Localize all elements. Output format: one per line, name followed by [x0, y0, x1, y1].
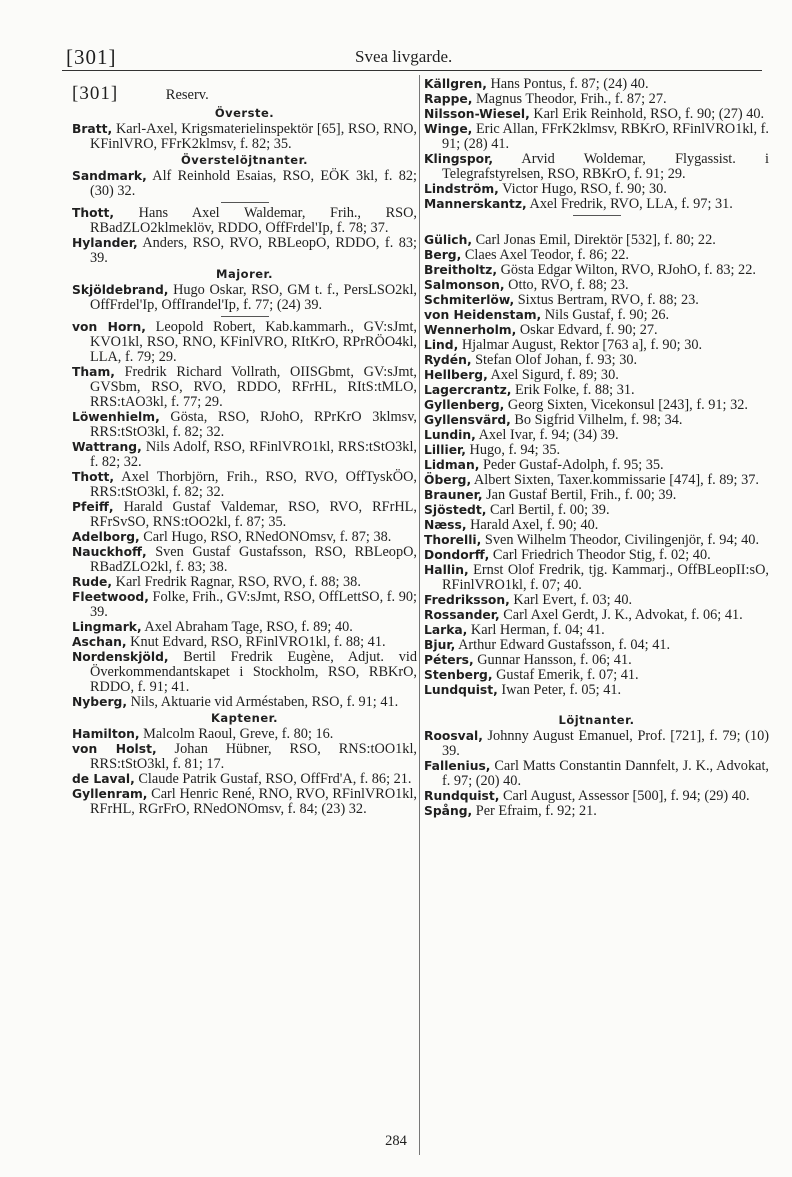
- entry-name: Breitholtz,: [424, 263, 497, 277]
- personnel-entry: [72, 500, 417, 530]
- entry-details: Knut Edvard, RSO, RFinlVRO1kl, f. 88; 41.: [126, 634, 386, 650]
- rank-heading: Överste.: [214, 106, 275, 120]
- entry-name: Rundquist,: [424, 789, 500, 803]
- entry-details: Carl Bertil, f. 00; 39.: [486, 502, 610, 518]
- personnel-entry: [72, 650, 417, 695]
- entry-details: Claude Patrik Gustaf, RSO, OffFrd'A, f. 86; 21.: [134, 771, 412, 787]
- entry-details: Johan Hübner, RSO, RNS:tOO1kl, RRS:tStO3kl, f. 81; 17.: [90, 741, 417, 772]
- entry-details: Nils Adolf, RSO, RFinlVRO1kl, RRS:tStO3kl, f. 82; 32.: [90, 439, 417, 470]
- entry-name: Fallenius,: [424, 759, 491, 773]
- entry-details: Anders, RSO, RVO, RBLeopO, RDDO, f. 83; 39.: [90, 235, 417, 266]
- section-number: [301]: [72, 83, 119, 104]
- entry-name: Salmonson,: [424, 278, 505, 292]
- personnel-entry: [72, 283, 417, 313]
- spacer: [424, 219, 769, 233]
- entry-name: Källgren,: [424, 77, 487, 91]
- entry-name: Lingmark,: [72, 620, 142, 634]
- entry-name: Hamilton,: [72, 727, 140, 741]
- entry-details: Carl Hugo, RSO, RNedONOmsv, f. 87; 38.: [139, 529, 392, 545]
- personnel-entry: [424, 107, 769, 122]
- entry-name: Schmiterlöw,: [424, 293, 515, 307]
- personnel-entry: [424, 398, 769, 413]
- entry-details: Gösta, RSO, RJohO, RPrKrO 3klmsv, RRS:tStO3kl, f. 82; 32.: [90, 409, 417, 440]
- entry-details: Arvid Woldemar, Flygassist. i Telegrafstyrelsen, RSO, RBKrO, f. 91; 29.: [442, 151, 769, 182]
- personnel-entry: [72, 169, 417, 199]
- personnel-entry: [424, 729, 769, 759]
- personnel-entry: [72, 530, 417, 545]
- entry-name: Aschan,: [72, 635, 127, 649]
- entry-name: Nauckhoff,: [72, 545, 147, 559]
- entry-details: Bertil Fredrik Eugène, Adjut. vid Överkommendantskapet i Stockholm, RSO, RBKrO, RDDO, f. 91; 41.: [90, 649, 417, 695]
- rank-heading: Kaptener.: [210, 711, 279, 725]
- entry-details: Karl Evert, f. 03; 40.: [509, 592, 633, 608]
- personnel-entry: [424, 593, 769, 608]
- entry-details: Nils, Aktuarie vid Arméstaben, RSO, f. 91; 41.: [127, 694, 399, 710]
- right-column: [424, 77, 769, 819]
- entry-name: Stenberg,: [424, 668, 493, 682]
- personnel-entry: [424, 413, 769, 428]
- personnel-entry: [424, 443, 769, 458]
- entry-name: Hylander,: [72, 236, 138, 250]
- entry-details: Arthur Edward Gustafsson, f. 04; 41.: [455, 637, 671, 653]
- entry-details: Victor Hugo, RSO, f. 90; 30.: [498, 181, 667, 197]
- personnel-entry: [424, 428, 769, 443]
- entry-details: Folke, Frih., GV:sJmt, RSO, OffLettSO, f. 90; 39.: [90, 589, 417, 620]
- entry-name: Öberg,: [424, 473, 472, 487]
- entry-name: Nyberg,: [72, 695, 127, 709]
- page-number: 284: [385, 1133, 407, 1149]
- personnel-entry: [72, 695, 417, 710]
- entry-name: Thott,: [72, 206, 115, 220]
- entry-name: Lundquist,: [424, 683, 498, 697]
- entry-details: Erik Folke, f. 88; 31.: [511, 382, 635, 398]
- entry-details: Carl Henric René, RNO, RVO, RFinlVRO1kl, RFrHL, RGrFrO, RNedONOmsv, f. 84; (23) 32.: [90, 786, 417, 817]
- personnel-entry: [424, 533, 769, 548]
- personnel-entry: [72, 620, 417, 635]
- personnel-entry: [424, 653, 769, 668]
- personnel-entry: [72, 365, 417, 410]
- entry-details: Karl Erik Reinhold, RSO, f. 90; (27) 40.: [529, 106, 765, 122]
- entry-name: von Horn,: [72, 320, 146, 334]
- entry-details: Hans Pontus, f. 87; (24) 40.: [486, 76, 649, 92]
- personnel-entry: [424, 458, 769, 473]
- entry-details: Ernst Olof Fredrik, tjg. Kammarj., OffBLeopII:sO, RFinlVRO1kl, f. 07; 40.: [442, 562, 769, 593]
- entry-details: Claes Axel Teodor, f. 86; 22.: [461, 247, 629, 263]
- personnel-entry: [424, 668, 769, 683]
- entry-name: Skjöldebrand,: [72, 283, 169, 297]
- section-heading: [72, 84, 417, 105]
- entry-details: Hjalmar August, Rektor [763 a], f. 90; 30.: [458, 337, 703, 353]
- personnel-entry: [72, 545, 417, 575]
- entry-name: Sandmark,: [72, 169, 147, 183]
- rank-heading: Majorer.: [216, 267, 273, 281]
- entry-name: Lundin,: [424, 428, 476, 442]
- entry-details: Eric Allan, FFrK2klmsv, RBKrO, RFinlVRO1kl, f. 91; (28) 41.: [442, 121, 769, 152]
- personnel-entry: [424, 488, 769, 503]
- header-page-ref: [301]: [66, 45, 117, 69]
- personnel-entry: [72, 727, 417, 742]
- entry-name: Wennerholm,: [424, 323, 517, 337]
- section-title: Reserv.: [165, 87, 209, 103]
- entry-details: Peder Gustaf-Adolph, f. 95; 35.: [479, 457, 664, 473]
- entry-name: Thott,: [72, 470, 115, 484]
- entry-name: Rossander,: [424, 608, 500, 622]
- entry-details: Alf Reinhold Esaias, RSO, EÖK 3kl, f. 82; (30) 32.: [90, 168, 417, 199]
- entry-details: Magnus Theodor, Frih., f. 87; 27.: [472, 91, 667, 107]
- entry-details: Leopold Robert, Kab.kammarh., GV:sJmt, KVO1kl, RSO, RNO, KFinlVRO, RItKrO, RPrRÖO4kl, LLA, f. 79; 29.: [90, 319, 417, 365]
- entry-details: Fredrik Richard Vollrath, OIISGbmt, GV:sJmt, GVSbm, RSO, RVO, RDDO, RFrHL, RItS:tMLO, RRS:tAO3kl, f. 77; 29.: [90, 364, 417, 410]
- column-divider: [419, 75, 420, 1155]
- personnel-entry: [424, 152, 769, 182]
- entry-details: Stefan Olof Johan, f. 93; 30.: [471, 352, 638, 368]
- entry-name: Larka,: [424, 623, 468, 637]
- personnel-entry: [72, 320, 417, 365]
- entry-details: Axel Fredrik, RVO, LLA, f. 97; 31.: [526, 196, 733, 212]
- personnel-entry: [72, 440, 417, 470]
- personnel-entry: [424, 248, 769, 263]
- entry-details: Sixtus Bertram, RVO, f. 88; 23.: [514, 292, 699, 308]
- personnel-entry: [72, 787, 417, 817]
- personnel-entry: [72, 236, 417, 266]
- entry-details: Sven Wilhelm Theodor, Civilingenjör, f. 94; 40.: [481, 532, 760, 548]
- entry-details: Per Efraim, f. 92; 21.: [472, 803, 597, 819]
- left-column: [72, 84, 417, 817]
- entry-details: Harald Gustaf Valdemar, RSO, RVO, RFrHL, RFrSvSO, RNS:tOO2kl, f. 87; 35.: [90, 499, 417, 530]
- entry-details: Oskar Edvard, f. 90; 27.: [516, 322, 658, 338]
- entry-details: Harald Axel, f. 90; 40.: [466, 517, 599, 533]
- personnel-entry: [424, 518, 769, 533]
- entry-name: Nordenskjöld,: [72, 650, 169, 664]
- entry-details: Axel Abraham Tage, RSO, f. 89; 40.: [141, 619, 353, 635]
- personnel-entry: [424, 368, 769, 383]
- personnel-entry: [424, 623, 769, 638]
- entry-name: Thorelli,: [424, 533, 482, 547]
- entry-name: Lillier,: [424, 443, 466, 457]
- entry-name: Péters,: [424, 653, 474, 667]
- entry-name: Lidman,: [424, 458, 480, 472]
- entry-details: Axel Ivar, f. 94; (34) 39.: [475, 427, 619, 443]
- header-title: Svea livgarde.: [355, 47, 453, 66]
- entry-details: Karl Fredrik Ragnar, RSO, RVO, f. 88; 38.: [112, 574, 361, 590]
- entry-details: Axel Sigurd, f. 89; 30.: [487, 367, 619, 383]
- personnel-entry: [424, 323, 769, 338]
- entry-details: Johnny August Emanuel, Prof. [721], f. 79; (10) 39.: [442, 728, 769, 759]
- entry-details: Karl-Axel, Krigsmaterielinspektör [65], RSO, RNO, KFinlVRO, FFrK2klmsv, f. 82; 35.: [90, 121, 417, 152]
- entry-details: Sven Gustaf Gustafsson, RSO, RBLeopO, RBadZLO2kl, f. 83; 38.: [90, 544, 417, 575]
- personnel-entry: [424, 683, 769, 698]
- entry-name: Brauner,: [424, 488, 483, 502]
- personnel-entry: [424, 308, 769, 323]
- personnel-entry: [424, 759, 769, 789]
- entry-details: Hans Axel Waldemar, Frih., RSO, RBadZLO2klmeklöv, RDDO, OffFrdel'Ip, f. 78; 37.: [90, 205, 417, 236]
- personnel-entry: [424, 338, 769, 353]
- entry-name: Rude,: [72, 575, 113, 589]
- personnel-entry: [424, 182, 769, 197]
- entry-name: Rydén,: [424, 353, 472, 367]
- personnel-entry: [424, 197, 769, 212]
- entry-name: Lagercrantz,: [424, 383, 512, 397]
- entry-name: Fleetwood,: [72, 590, 149, 604]
- entry-details: Carl August, Assessor [500], f. 94; (29) 40.: [499, 788, 750, 804]
- entry-name: Rappe,: [424, 92, 473, 106]
- personnel-entry: [424, 383, 769, 398]
- entry-details: Axel Thorbjörn, Frih., RSO, RVO, OffTyskÖO, RRS:tStO3kl, f. 82; 32.: [90, 469, 417, 500]
- entry-details: Otto, RVO, f. 88; 23.: [504, 277, 629, 293]
- entry-name: Hellberg,: [424, 368, 488, 382]
- entry-name: Gyllensvärd,: [424, 413, 511, 427]
- entry-name: Klingspor,: [424, 152, 494, 166]
- entry-name: von Heidenstam,: [424, 308, 542, 322]
- entry-name: Lindström,: [424, 182, 499, 196]
- separator-rule: [221, 316, 269, 317]
- entry-name: Roosval,: [424, 729, 483, 743]
- entry-details: Carl Matts Constantin Dannfelt, J. K., Advokat, f. 97; (20) 40.: [442, 758, 769, 789]
- entry-details: Jan Gustaf Bertil, Frih., f. 00; 39.: [482, 487, 677, 503]
- entry-name: Tham,: [72, 365, 115, 379]
- personnel-entry: [72, 772, 417, 787]
- personnel-entry: [424, 503, 769, 518]
- personnel-entry: [72, 742, 417, 772]
- entry-details: Carl Jonas Emil, Direktör [532], f. 80; 22.: [472, 232, 716, 248]
- personnel-entry: [424, 473, 769, 488]
- personnel-entry: [72, 575, 417, 590]
- entry-details: Bo Sigfrid Vilhelm, f. 98; 34.: [510, 412, 683, 428]
- entry-name: von Holst,: [72, 742, 157, 756]
- entry-name: Lind,: [424, 338, 459, 352]
- entry-name: Wattrang,: [72, 440, 142, 454]
- personnel-entry: [72, 410, 417, 440]
- entry-name: Gülich,: [424, 233, 472, 247]
- entry-details: Hugo Oskar, RSO, GM t. f., PersLSO2kl, OffFrdel'Ip, OffIrandel'Ip, f. 77; (24) 39.: [90, 282, 417, 313]
- entry-name: Löwenhielm,: [72, 410, 160, 424]
- personnel-entry: [424, 548, 769, 563]
- entry-details: Gösta Edgar Wilton, RVO, RJohO, f. 83; 22.: [497, 262, 756, 278]
- personnel-entry: [424, 293, 769, 308]
- separator-rule: [221, 202, 269, 203]
- entry-details: Carl Axel Gerdt, J. K., Advokat, f. 06; 41.: [499, 607, 743, 623]
- entry-name: Sjöstedt,: [424, 503, 487, 517]
- personnel-entry: [424, 263, 769, 278]
- personnel-entry: [72, 122, 417, 152]
- personnel-entry: [72, 635, 417, 650]
- rank-heading: Löjtnanter.: [558, 713, 635, 727]
- entry-details: Carl Friedrich Theodor Stig, f. 02; 40.: [489, 547, 711, 563]
- personnel-entry: [424, 77, 769, 92]
- personnel-entry: [424, 122, 769, 152]
- entry-details: Gunnar Hansson, f. 06; 41.: [473, 652, 632, 668]
- entry-details: Malcolm Raoul, Greve, f. 80; 16.: [139, 726, 334, 742]
- personnel-entry: [424, 563, 769, 593]
- personnel-entry: [424, 638, 769, 653]
- entry-details: Iwan Peter, f. 05; 41.: [497, 682, 622, 698]
- entry-name: Dondorff,: [424, 548, 490, 562]
- spacer: [424, 698, 769, 712]
- personnel-entry: [72, 590, 417, 620]
- entry-details: Nils Gustaf, f. 90; 26.: [541, 307, 670, 323]
- entry-name: de Laval,: [72, 772, 135, 786]
- personnel-entry: [424, 278, 769, 293]
- personnel-entry: [424, 608, 769, 623]
- personnel-entry: [424, 789, 769, 804]
- entry-name: Gyllenberg,: [424, 398, 505, 412]
- header-rule: [62, 70, 762, 71]
- entry-name: Berg,: [424, 248, 462, 262]
- rank-heading: Överstelöjtnanter.: [181, 153, 308, 167]
- entry-details: Georg Sixten, Vicekonsul [243], f. 91; 32.: [504, 397, 748, 413]
- entry-details: Karl Herman, f. 04; 41.: [467, 622, 605, 638]
- entry-name: Adelborg,: [72, 530, 140, 544]
- personnel-entry: [424, 92, 769, 107]
- entry-name: Mannerskantz,: [424, 197, 527, 211]
- entry-name: Bratt,: [72, 122, 113, 136]
- entry-details: Hugo, f. 94; 35.: [465, 442, 561, 458]
- entry-name: Pfeiff,: [72, 500, 114, 514]
- personnel-entry: [424, 804, 769, 819]
- entry-name: Bjur,: [424, 638, 456, 652]
- entry-name: Gyllenram,: [72, 787, 148, 801]
- separator-rule: [573, 215, 621, 216]
- entry-name: Nilsson-Wiesel,: [424, 107, 530, 121]
- entry-name: Næss,: [424, 518, 467, 532]
- personnel-entry: [424, 353, 769, 368]
- entry-name: Fredriksson,: [424, 593, 510, 607]
- entry-details: Gustaf Emerik, f. 07; 41.: [492, 667, 639, 683]
- personnel-entry: [72, 206, 417, 236]
- entry-name: Winge,: [424, 122, 473, 136]
- personnel-entry: [72, 470, 417, 500]
- entry-name: Hallin,: [424, 563, 469, 577]
- personnel-entry: [424, 233, 769, 248]
- entry-details: Albert Sixten, Taxer.kommissarie [474], f. 89; 37.: [471, 472, 759, 488]
- entry-name: Spång,: [424, 804, 473, 818]
